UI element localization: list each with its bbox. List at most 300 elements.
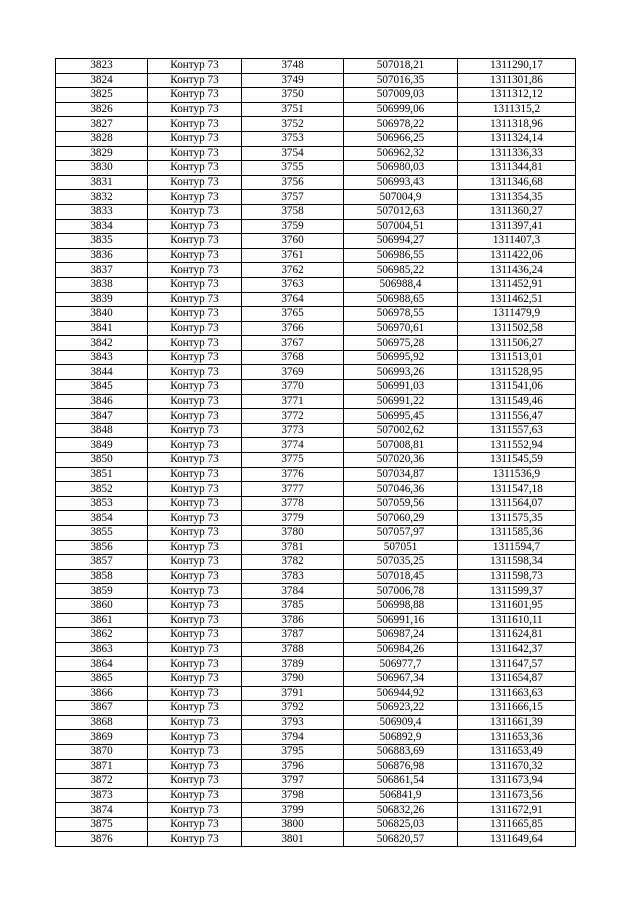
row-number-cell: 3843 <box>56 350 148 365</box>
point-number-cell: 3795 <box>242 744 344 759</box>
point-number-cell: 3760 <box>242 234 344 249</box>
contour-name-cell: Контур 73 <box>148 686 242 701</box>
y-coordinate-cell: 1311673,56 <box>458 788 576 803</box>
contour-name-cell: Контур 73 <box>148 657 242 672</box>
point-number-cell: 3748 <box>242 59 344 74</box>
point-number-cell: 3774 <box>242 438 344 453</box>
row-number-cell: 3826 <box>56 102 148 117</box>
point-number-cell: 3768 <box>242 350 344 365</box>
table-row <box>56 686 576 701</box>
contour-name-cell: Контур 73 <box>148 584 242 599</box>
contour-name-cell: Контур 73 <box>148 453 242 468</box>
contour-name-cell: Контур 73 <box>148 380 242 395</box>
y-coordinate-cell: 1311336,33 <box>458 146 576 161</box>
row-number-cell: 3858 <box>56 569 148 584</box>
point-number-cell: 3799 <box>242 803 344 818</box>
x-coordinate-cell: 507004,51 <box>344 219 458 234</box>
x-coordinate-cell: 506994,27 <box>344 234 458 249</box>
contour-name-cell: Контур 73 <box>148 774 242 789</box>
y-coordinate-cell: 1311642,37 <box>458 642 576 657</box>
table-row <box>56 642 576 657</box>
contour-name-cell: Контур 73 <box>148 526 242 541</box>
x-coordinate-cell: 506991,16 <box>344 613 458 628</box>
x-coordinate-cell: 506861,54 <box>344 774 458 789</box>
contour-name-cell: Контур 73 <box>148 175 242 190</box>
table-row <box>56 540 576 555</box>
point-number-cell: 3772 <box>242 409 344 424</box>
contour-name-cell: Контур 73 <box>148 555 242 570</box>
point-number-cell: 3780 <box>242 526 344 541</box>
contour-name-cell: Контур 73 <box>148 73 242 88</box>
contour-name-cell: Контур 73 <box>148 248 242 263</box>
y-coordinate-cell: 1311673,94 <box>458 774 576 789</box>
point-number-cell: 3782 <box>242 555 344 570</box>
table-row <box>56 496 576 511</box>
x-coordinate-cell: 506999,06 <box>344 102 458 117</box>
contour-name-cell: Контур 73 <box>148 730 242 745</box>
x-coordinate-cell: 506970,61 <box>344 321 458 336</box>
x-coordinate-cell: 507006,78 <box>344 584 458 599</box>
x-coordinate-cell: 506991,22 <box>344 394 458 409</box>
row-number-cell: 3827 <box>56 117 148 132</box>
table-row <box>56 817 576 832</box>
x-coordinate-cell: 507008,81 <box>344 438 458 453</box>
x-coordinate-cell: 507004,9 <box>344 190 458 205</box>
table-row <box>56 175 576 190</box>
y-coordinate-cell: 1311601,95 <box>458 598 576 613</box>
row-number-cell: 3851 <box>56 467 148 482</box>
row-number-cell: 3849 <box>56 438 148 453</box>
x-coordinate-cell: 507059,56 <box>344 496 458 511</box>
row-number-cell: 3833 <box>56 204 148 219</box>
document-page <box>55 58 575 847</box>
contour-name-cell: Контур 73 <box>148 628 242 643</box>
row-number-cell: 3823 <box>56 59 148 74</box>
x-coordinate-cell: 506993,43 <box>344 175 458 190</box>
y-coordinate-cell: 1311670,32 <box>458 759 576 774</box>
x-coordinate-cell: 506909,4 <box>344 715 458 730</box>
row-number-cell: 3837 <box>56 263 148 278</box>
table-row <box>56 569 576 584</box>
row-number-cell: 3840 <box>56 307 148 322</box>
contour-name-cell: Контур 73 <box>148 482 242 497</box>
x-coordinate-cell: 507018,45 <box>344 569 458 584</box>
y-coordinate-cell: 1311585,36 <box>458 526 576 541</box>
x-coordinate-cell: 506832,26 <box>344 803 458 818</box>
row-number-cell: 3872 <box>56 774 148 789</box>
point-number-cell: 3792 <box>242 701 344 716</box>
row-number-cell: 3854 <box>56 511 148 526</box>
row-number-cell: 3863 <box>56 642 148 657</box>
table-row <box>56 277 576 292</box>
x-coordinate-cell: 507009,03 <box>344 88 458 103</box>
y-coordinate-cell: 1311318,96 <box>458 117 576 132</box>
point-number-cell: 3784 <box>242 584 344 599</box>
y-coordinate-cell: 1311647,57 <box>458 657 576 672</box>
point-number-cell: 3763 <box>242 277 344 292</box>
x-coordinate-cell: 506944,92 <box>344 686 458 701</box>
row-number-cell: 3870 <box>56 744 148 759</box>
y-coordinate-cell: 1311312,12 <box>458 88 576 103</box>
contour-name-cell: Контур 73 <box>148 803 242 818</box>
table-row <box>56 832 576 847</box>
row-number-cell: 3856 <box>56 540 148 555</box>
contour-name-cell: Контур 73 <box>148 569 242 584</box>
contour-name-cell: Контур 73 <box>148 277 242 292</box>
row-number-cell: 3828 <box>56 131 148 146</box>
contour-name-cell: Контур 73 <box>148 190 242 205</box>
point-number-cell: 3755 <box>242 161 344 176</box>
contour-name-cell: Контур 73 <box>148 642 242 657</box>
x-coordinate-cell: 506966,25 <box>344 131 458 146</box>
table-row <box>56 423 576 438</box>
table-row <box>56 394 576 409</box>
x-coordinate-cell: 506962,32 <box>344 146 458 161</box>
x-coordinate-cell: 507057,97 <box>344 526 458 541</box>
contour-name-cell: Контур 73 <box>148 307 242 322</box>
row-number-cell: 3862 <box>56 628 148 643</box>
table-row <box>56 73 576 88</box>
y-coordinate-cell: 1311649,64 <box>458 832 576 847</box>
contour-name-cell: Контур 73 <box>148 759 242 774</box>
contour-name-cell: Контур 73 <box>148 598 242 613</box>
row-number-cell: 3838 <box>56 277 148 292</box>
table-row <box>56 657 576 672</box>
contour-name-cell: Контур 73 <box>148 161 242 176</box>
point-number-cell: 3770 <box>242 380 344 395</box>
table-row <box>56 307 576 322</box>
y-coordinate-cell: 1311354,35 <box>458 190 576 205</box>
y-coordinate-cell: 1311290,17 <box>458 59 576 74</box>
table-row <box>56 248 576 263</box>
y-coordinate-cell: 1311564,07 <box>458 496 576 511</box>
y-coordinate-cell: 1311666,15 <box>458 701 576 716</box>
contour-name-cell: Контур 73 <box>148 131 242 146</box>
y-coordinate-cell: 1311436,24 <box>458 263 576 278</box>
point-number-cell: 3762 <box>242 263 344 278</box>
table-row <box>56 803 576 818</box>
point-number-cell: 3757 <box>242 190 344 205</box>
table-row <box>56 511 576 526</box>
row-number-cell: 3850 <box>56 453 148 468</box>
point-number-cell: 3749 <box>242 73 344 88</box>
point-number-cell: 3777 <box>242 482 344 497</box>
row-number-cell: 3869 <box>56 730 148 745</box>
table-row <box>56 161 576 176</box>
point-number-cell: 3801 <box>242 832 344 847</box>
contour-name-cell: Контур 73 <box>148 321 242 336</box>
contour-name-cell: Контур 73 <box>148 59 242 74</box>
point-number-cell: 3800 <box>242 817 344 832</box>
y-coordinate-cell: 1311422,06 <box>458 248 576 263</box>
y-coordinate-cell: 1311575,35 <box>458 511 576 526</box>
row-number-cell: 3839 <box>56 292 148 307</box>
y-coordinate-cell: 1311557,63 <box>458 423 576 438</box>
y-coordinate-cell: 1311452,91 <box>458 277 576 292</box>
row-number-cell: 3861 <box>56 613 148 628</box>
row-number-cell: 3844 <box>56 365 148 380</box>
row-number-cell: 3824 <box>56 73 148 88</box>
y-coordinate-cell: 1311541,06 <box>458 380 576 395</box>
contour-name-cell: Контур 73 <box>148 701 242 716</box>
y-coordinate-cell: 1311324,14 <box>458 131 576 146</box>
y-coordinate-cell: 1311552,94 <box>458 438 576 453</box>
x-coordinate-cell: 507012,63 <box>344 204 458 219</box>
x-coordinate-cell: 506923,22 <box>344 701 458 716</box>
point-number-cell: 3750 <box>242 88 344 103</box>
x-coordinate-cell: 506841,9 <box>344 788 458 803</box>
x-coordinate-cell: 507046,36 <box>344 482 458 497</box>
point-number-cell: 3786 <box>242 613 344 628</box>
table-row <box>56 219 576 234</box>
row-number-cell: 3829 <box>56 146 148 161</box>
contour-name-cell: Контур 73 <box>148 671 242 686</box>
contour-name-cell: Контур 73 <box>148 467 242 482</box>
contour-name-cell: Контур 73 <box>148 832 242 847</box>
point-number-cell: 3754 <box>242 146 344 161</box>
point-number-cell: 3769 <box>242 365 344 380</box>
point-number-cell: 3788 <box>242 642 344 657</box>
contour-name-cell: Контур 73 <box>148 146 242 161</box>
y-coordinate-cell: 1311556,47 <box>458 409 576 424</box>
x-coordinate-cell: 506995,92 <box>344 350 458 365</box>
coordinates-table <box>55 58 576 847</box>
table-row <box>56 730 576 745</box>
point-number-cell: 3783 <box>242 569 344 584</box>
table-row <box>56 555 576 570</box>
table-body <box>56 59 576 847</box>
table-row <box>56 598 576 613</box>
y-coordinate-cell: 1311346,68 <box>458 175 576 190</box>
row-number-cell: 3831 <box>56 175 148 190</box>
y-coordinate-cell: 1311599,37 <box>458 584 576 599</box>
row-number-cell: 3842 <box>56 336 148 351</box>
point-number-cell: 3771 <box>242 394 344 409</box>
point-number-cell: 3791 <box>242 686 344 701</box>
contour-name-cell: Контур 73 <box>148 336 242 351</box>
point-number-cell: 3781 <box>242 540 344 555</box>
table-row <box>56 190 576 205</box>
contour-name-cell: Контур 73 <box>148 204 242 219</box>
table-row <box>56 336 576 351</box>
x-coordinate-cell: 506987,24 <box>344 628 458 643</box>
x-coordinate-cell: 507016,35 <box>344 73 458 88</box>
row-number-cell: 3825 <box>56 88 148 103</box>
point-number-cell: 3761 <box>242 248 344 263</box>
contour-name-cell: Контур 73 <box>148 350 242 365</box>
table-row <box>56 350 576 365</box>
y-coordinate-cell: 1311506,27 <box>458 336 576 351</box>
table-row <box>56 59 576 74</box>
contour-name-cell: Контур 73 <box>148 219 242 234</box>
table-row <box>56 467 576 482</box>
y-coordinate-cell: 1311665,85 <box>458 817 576 832</box>
y-coordinate-cell: 1311545,59 <box>458 453 576 468</box>
contour-name-cell: Контур 73 <box>148 817 242 832</box>
x-coordinate-cell: 507034,87 <box>344 467 458 482</box>
table-row <box>56 380 576 395</box>
y-coordinate-cell: 1311547,18 <box>458 482 576 497</box>
y-coordinate-cell: 1311672,91 <box>458 803 576 818</box>
y-coordinate-cell: 1311653,36 <box>458 730 576 745</box>
table-row <box>56 671 576 686</box>
table-row <box>56 321 576 336</box>
table-row <box>56 409 576 424</box>
x-coordinate-cell: 506988,65 <box>344 292 458 307</box>
row-number-cell: 3867 <box>56 701 148 716</box>
table-row <box>56 613 576 628</box>
row-number-cell: 3860 <box>56 598 148 613</box>
table-row <box>56 292 576 307</box>
row-number-cell: 3859 <box>56 584 148 599</box>
table-row <box>56 88 576 103</box>
contour-name-cell: Контур 73 <box>148 540 242 555</box>
point-number-cell: 3798 <box>242 788 344 803</box>
x-coordinate-cell: 506978,22 <box>344 117 458 132</box>
row-number-cell: 3830 <box>56 161 148 176</box>
row-number-cell: 3834 <box>56 219 148 234</box>
x-coordinate-cell: 506883,69 <box>344 744 458 759</box>
x-coordinate-cell: 506825,03 <box>344 817 458 832</box>
table-row <box>56 759 576 774</box>
y-coordinate-cell: 1311502,58 <box>458 321 576 336</box>
point-number-cell: 3767 <box>242 336 344 351</box>
point-number-cell: 3758 <box>242 204 344 219</box>
x-coordinate-cell: 506984,26 <box>344 642 458 657</box>
table-row <box>56 628 576 643</box>
row-number-cell: 3864 <box>56 657 148 672</box>
table-row <box>56 146 576 161</box>
contour-name-cell: Контур 73 <box>148 438 242 453</box>
x-coordinate-cell: 506993,26 <box>344 365 458 380</box>
row-number-cell: 3841 <box>56 321 148 336</box>
contour-name-cell: Контур 73 <box>148 88 242 103</box>
x-coordinate-cell: 506977,7 <box>344 657 458 672</box>
table-row <box>56 744 576 759</box>
x-coordinate-cell: 507060,29 <box>344 511 458 526</box>
y-coordinate-cell: 1311598,73 <box>458 569 576 584</box>
y-coordinate-cell: 1311661,39 <box>458 715 576 730</box>
x-coordinate-cell: 506975,28 <box>344 336 458 351</box>
x-coordinate-cell: 506820,57 <box>344 832 458 847</box>
contour-name-cell: Контур 73 <box>148 409 242 424</box>
x-coordinate-cell: 506998,88 <box>344 598 458 613</box>
row-number-cell: 3874 <box>56 803 148 818</box>
point-number-cell: 3765 <box>242 307 344 322</box>
table-row <box>56 584 576 599</box>
point-number-cell: 3790 <box>242 671 344 686</box>
table-row <box>56 526 576 541</box>
contour-name-cell: Контур 73 <box>148 496 242 511</box>
y-coordinate-cell: 1311397,41 <box>458 219 576 234</box>
y-coordinate-cell: 1311315,2 <box>458 102 576 117</box>
contour-name-cell: Контур 73 <box>148 744 242 759</box>
y-coordinate-cell: 1311653,49 <box>458 744 576 759</box>
y-coordinate-cell: 1311344,81 <box>458 161 576 176</box>
row-number-cell: 3846 <box>56 394 148 409</box>
row-number-cell: 3857 <box>56 555 148 570</box>
y-coordinate-cell: 1311598,34 <box>458 555 576 570</box>
contour-name-cell: Контур 73 <box>148 292 242 307</box>
table-row <box>56 701 576 716</box>
x-coordinate-cell: 507051 <box>344 540 458 555</box>
row-number-cell: 3866 <box>56 686 148 701</box>
y-coordinate-cell: 1311301,86 <box>458 73 576 88</box>
contour-name-cell: Контур 73 <box>148 102 242 117</box>
row-number-cell: 3871 <box>56 759 148 774</box>
table-row <box>56 117 576 132</box>
x-coordinate-cell: 506978,55 <box>344 307 458 322</box>
contour-name-cell: Контур 73 <box>148 234 242 249</box>
x-coordinate-cell: 506876,98 <box>344 759 458 774</box>
contour-name-cell: Контур 73 <box>148 613 242 628</box>
contour-name-cell: Контур 73 <box>148 117 242 132</box>
point-number-cell: 3773 <box>242 423 344 438</box>
table-row <box>56 715 576 730</box>
row-number-cell: 3875 <box>56 817 148 832</box>
x-coordinate-cell: 506892,9 <box>344 730 458 745</box>
point-number-cell: 3778 <box>242 496 344 511</box>
table-row <box>56 438 576 453</box>
row-number-cell: 3865 <box>56 671 148 686</box>
row-number-cell: 3868 <box>56 715 148 730</box>
y-coordinate-cell: 1311654,87 <box>458 671 576 686</box>
row-number-cell: 3848 <box>56 423 148 438</box>
row-number-cell: 3853 <box>56 496 148 511</box>
point-number-cell: 3775 <box>242 453 344 468</box>
point-number-cell: 3793 <box>242 715 344 730</box>
contour-name-cell: Контур 73 <box>148 263 242 278</box>
point-number-cell: 3794 <box>242 730 344 745</box>
y-coordinate-cell: 1311407,3 <box>458 234 576 249</box>
table-row <box>56 263 576 278</box>
row-number-cell: 3876 <box>56 832 148 847</box>
y-coordinate-cell: 1311528,95 <box>458 365 576 380</box>
y-coordinate-cell: 1311624,81 <box>458 628 576 643</box>
point-number-cell: 3759 <box>242 219 344 234</box>
contour-name-cell: Контур 73 <box>148 423 242 438</box>
x-coordinate-cell: 507035,25 <box>344 555 458 570</box>
point-number-cell: 3785 <box>242 598 344 613</box>
x-coordinate-cell: 506967,34 <box>344 671 458 686</box>
table-row <box>56 131 576 146</box>
row-number-cell: 3832 <box>56 190 148 205</box>
row-number-cell: 3847 <box>56 409 148 424</box>
row-number-cell: 3835 <box>56 234 148 249</box>
point-number-cell: 3752 <box>242 117 344 132</box>
contour-name-cell: Контур 73 <box>148 788 242 803</box>
row-number-cell: 3852 <box>56 482 148 497</box>
contour-name-cell: Контур 73 <box>148 394 242 409</box>
table-row <box>56 774 576 789</box>
point-number-cell: 3756 <box>242 175 344 190</box>
x-coordinate-cell: 506995,45 <box>344 409 458 424</box>
point-number-cell: 3779 <box>242 511 344 526</box>
contour-name-cell: Контур 73 <box>148 511 242 526</box>
point-number-cell: 3789 <box>242 657 344 672</box>
row-number-cell: 3873 <box>56 788 148 803</box>
point-number-cell: 3776 <box>242 467 344 482</box>
y-coordinate-cell: 1311536,9 <box>458 467 576 482</box>
point-number-cell: 3796 <box>242 759 344 774</box>
point-number-cell: 3751 <box>242 102 344 117</box>
point-number-cell: 3787 <box>242 628 344 643</box>
y-coordinate-cell: 1311462,51 <box>458 292 576 307</box>
contour-name-cell: Контур 73 <box>148 715 242 730</box>
x-coordinate-cell: 507018,21 <box>344 59 458 74</box>
table-row <box>56 102 576 117</box>
x-coordinate-cell: 506988,4 <box>344 277 458 292</box>
